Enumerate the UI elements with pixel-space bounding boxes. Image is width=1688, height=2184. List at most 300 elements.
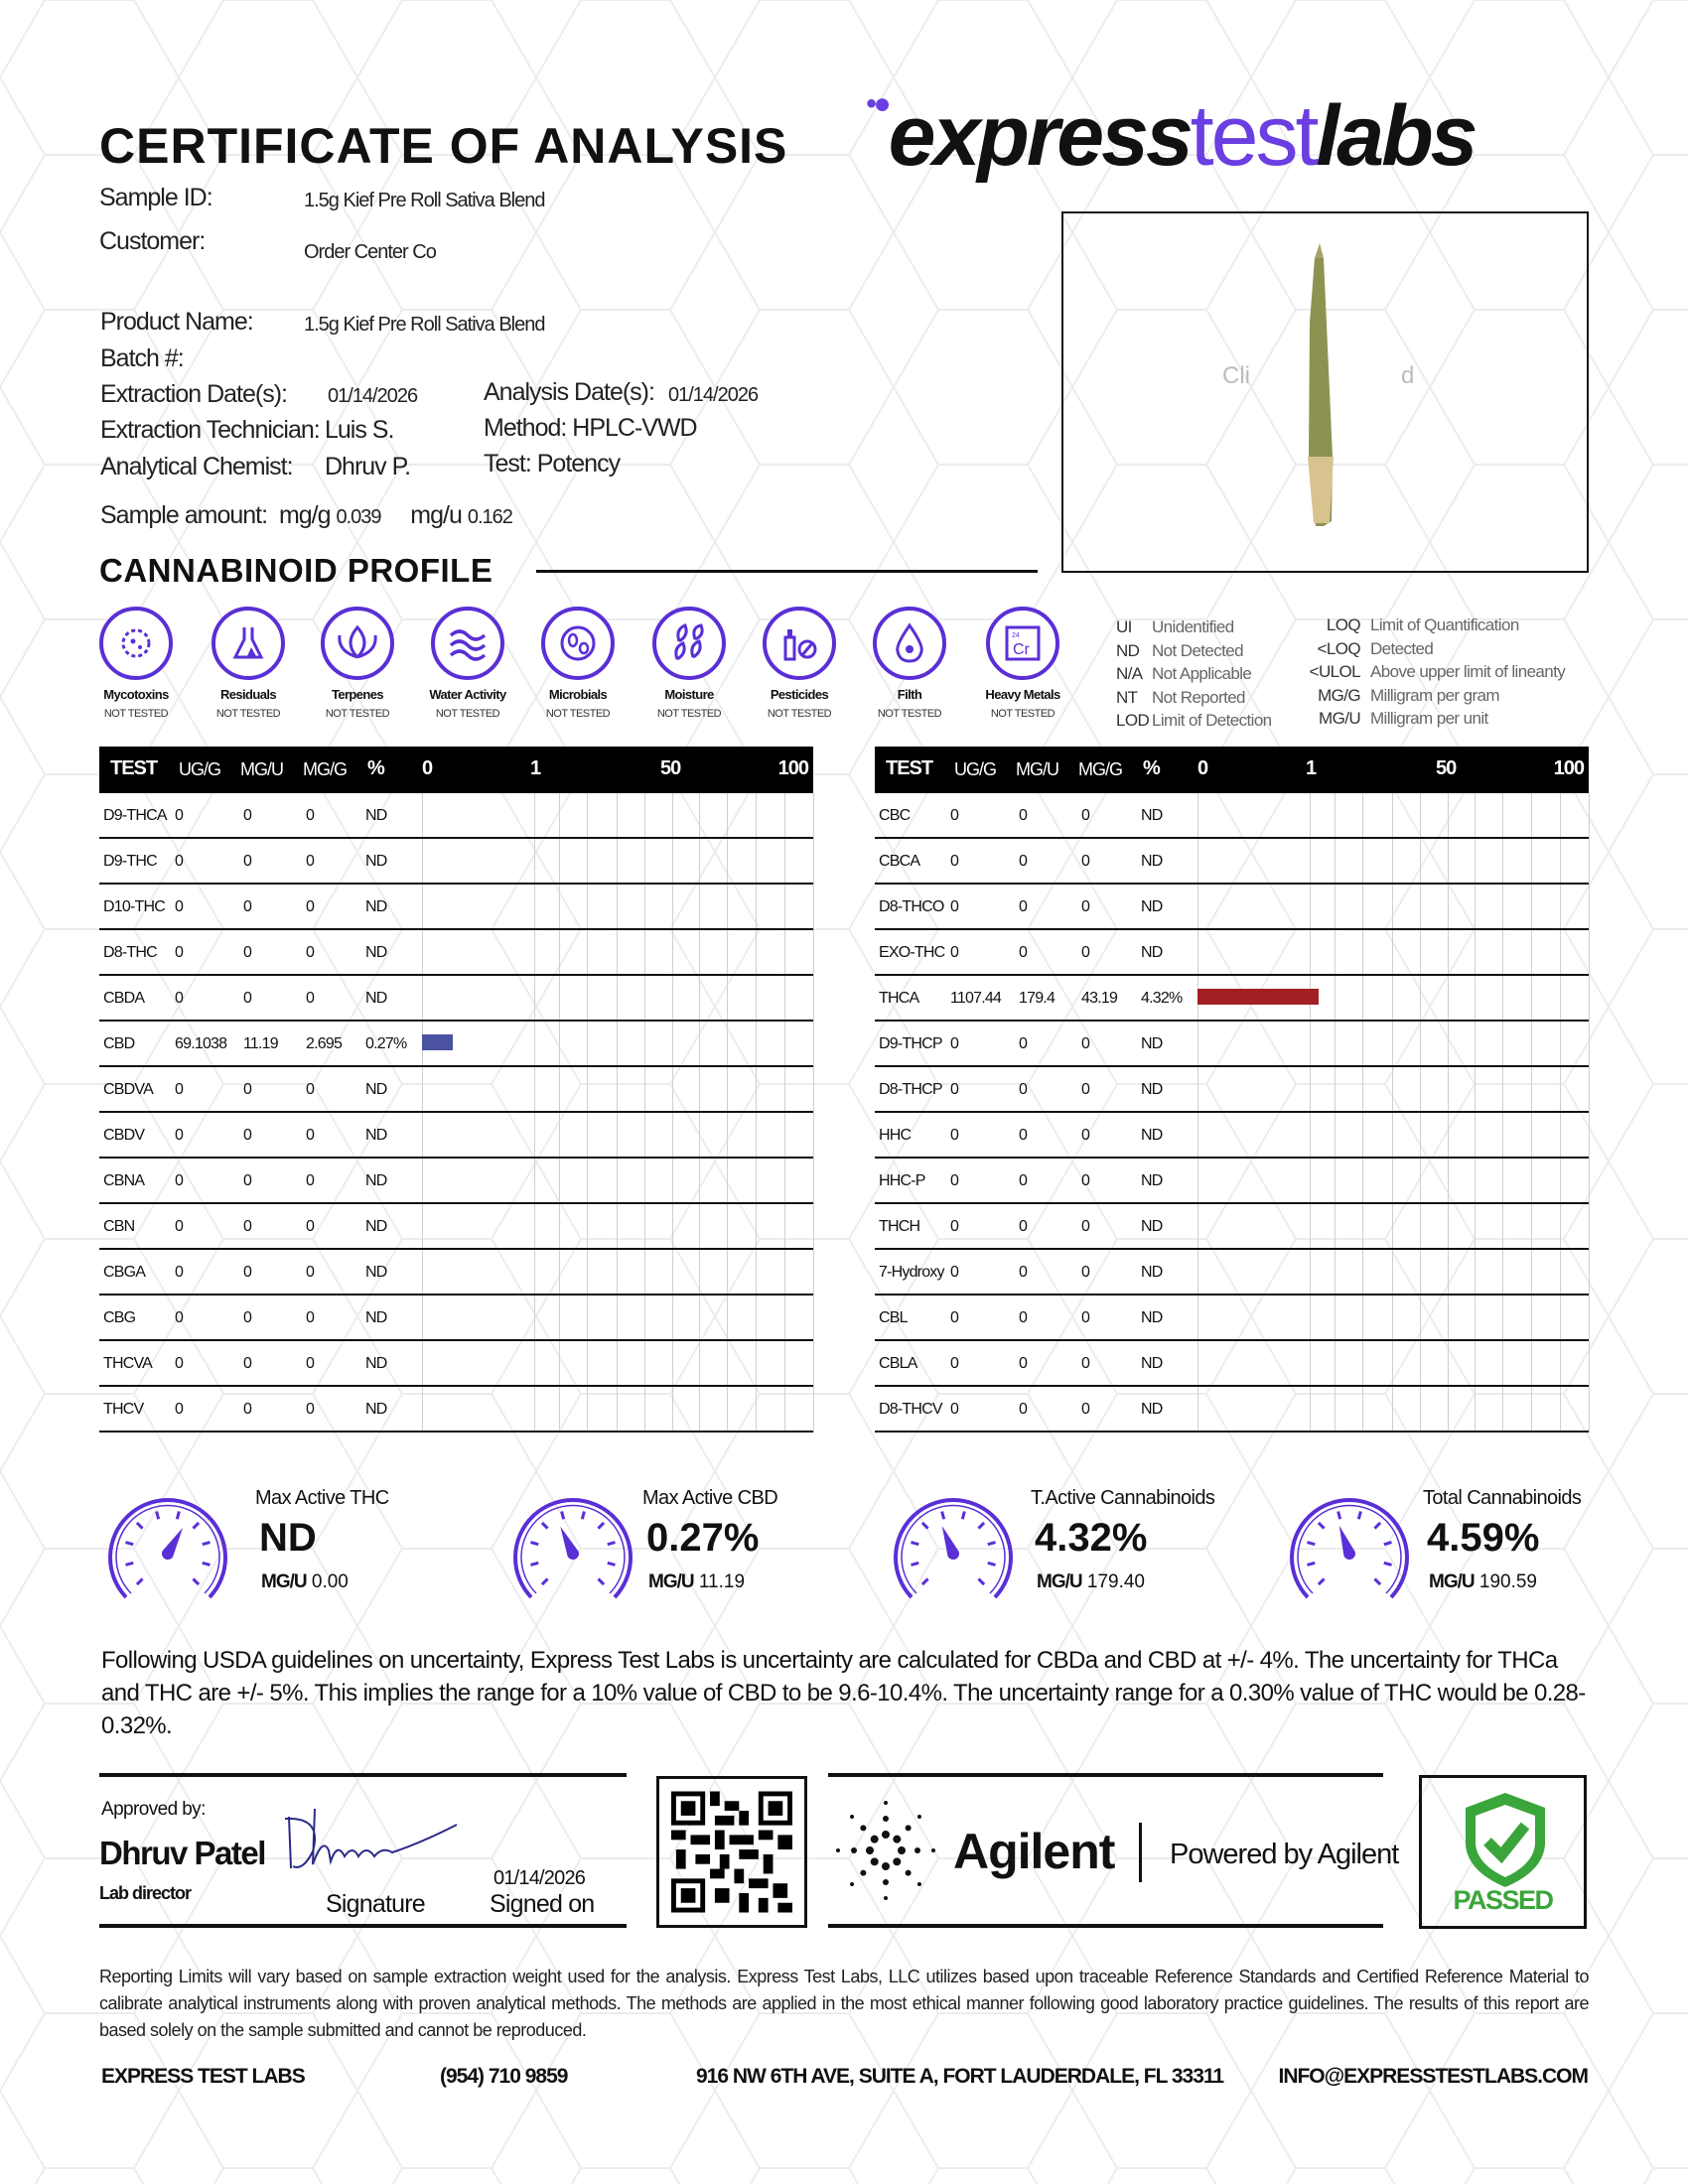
table-row: [875, 1387, 1589, 1433]
agilent-logo: Agilent: [953, 1824, 1115, 1879]
cell-mgg: 0: [1081, 1355, 1090, 1372]
summary-mgu: MG/U 190.59: [1429, 1571, 1538, 1592]
signature-label: Signature: [326, 1890, 425, 1918]
uncertainty-note: Following USDA guidelines on uncertainty, Express Test Labs is uncertainty are calculated for CBDa and CBD at +/- 4%. The uncertainty for THCa and THC are +/- 5%. This implies the range for a 10% value of CBD to be 9.6-10.4%. The uncertainty range for a 0.30% value of THC would be 0.28-0.32%.: [101, 1647, 1586, 1739]
cell-ugg: 0: [950, 1127, 959, 1144]
cell-mgg: 0: [306, 1264, 315, 1281]
svg-text:24: 24: [1012, 632, 1020, 639]
cell-mgu: 0: [243, 1309, 252, 1326]
divider: [1139, 1823, 1142, 1882]
cell-ugg: 0: [175, 1127, 184, 1144]
cell-mgg: 0: [306, 1172, 315, 1189]
test-name: Residuals: [219, 687, 276, 702]
cell-mgu: 0: [243, 944, 252, 961]
cell-pct: ND: [1141, 1264, 1163, 1281]
legend-item: ND Not Detected: [1116, 640, 1244, 660]
legend-item: LOQ Limit of Quantification: [1326, 615, 1519, 634]
spray-bottle-icon: [760, 604, 839, 683]
table-header: [99, 747, 813, 793]
test-value: Test: Potency: [484, 450, 621, 478]
table-row: [99, 885, 813, 930]
test-status: NOT TESTED: [545, 708, 611, 720]
section-title: CANNABINOID PROFILE: [99, 552, 493, 589]
cell-mgg: 0: [306, 1309, 315, 1326]
cell-mgu: 0: [1019, 1172, 1028, 1189]
cell-ugg: 0: [950, 1081, 959, 1098]
cell-mgu: 0: [243, 1127, 252, 1144]
product-image-frame: [1061, 211, 1589, 573]
table-row: [99, 930, 813, 976]
svg-text:Cr: Cr: [1013, 641, 1030, 658]
cell-test: THCA: [879, 990, 919, 1007]
cell-ugg: 69.1038: [175, 1035, 227, 1052]
cell-mgg: 0: [306, 1401, 315, 1418]
table-row: [875, 793, 1589, 839]
footer-company: EXPRESS TEST LABS: [101, 2065, 305, 2088]
cell-pct: ND: [365, 944, 387, 961]
cell-ugg: 0: [950, 944, 959, 961]
cell-test: CBGA: [103, 1264, 146, 1281]
cell-ugg: 1107.44: [950, 990, 1002, 1007]
legend-item: MG/G Milligram per gram: [1318, 685, 1499, 705]
cell-ugg: 0: [175, 807, 184, 824]
summary-label: T.Active Cannabinoids: [1031, 1487, 1215, 1509]
page-title: CERTIFICATE OF ANALYSIS: [99, 118, 788, 174]
cell-test: CBDVA: [103, 1081, 153, 1098]
cell-mgu: 0: [243, 853, 252, 870]
cell-mgu: 0: [243, 1172, 252, 1189]
cell-test: THCVA: [103, 1355, 153, 1372]
footer-phone[interactable]: (954) 710 9859: [440, 2065, 568, 2088]
cell-mgg: 2.695: [306, 1035, 343, 1052]
cell-mgu: 0: [1019, 1355, 1028, 1372]
cell-ugg: 0: [950, 1218, 959, 1235]
cell-ugg: 0: [175, 1264, 184, 1281]
lotus-icon: [318, 604, 397, 683]
summary-mgu: MG/U 11.19: [648, 1571, 746, 1592]
cell-test: HHC-P: [879, 1172, 925, 1189]
cell-mgg: 0: [1081, 1127, 1090, 1144]
cell-mgg: 0: [306, 853, 315, 870]
cell-ugg: 0: [175, 990, 184, 1007]
customer-label: Customer:: [99, 227, 206, 255]
analysis-date-value: 01/14/2026: [668, 384, 759, 406]
cell-pct: ND: [1141, 1127, 1163, 1144]
signature-image: [283, 1807, 521, 1876]
cell-ugg: 0: [175, 1081, 184, 1098]
cell-ugg: 0: [175, 1401, 184, 1418]
technician-label: Extraction Technician:: [100, 416, 320, 444]
approver-role: Lab director: [99, 1883, 192, 1903]
cell-mgu: 0: [1019, 944, 1028, 961]
summary-value: 4.59%: [1427, 1516, 1540, 1560]
cell-mgg: 0: [306, 898, 315, 915]
cell-ugg: 0: [175, 1218, 184, 1235]
cell-pct: 0.27%: [365, 1035, 407, 1052]
test-status: NOT TESTED: [435, 708, 500, 720]
summary-mgu: MG/U 0.00: [261, 1571, 349, 1592]
cell-test: CBDV: [103, 1127, 145, 1144]
cannabinoid-table-left: [99, 747, 813, 1433]
cell-pct: ND: [1141, 1355, 1163, 1372]
cell-mgu: 0: [243, 1081, 252, 1098]
cell-mgu: 0: [1019, 1218, 1028, 1235]
scale-tick-label: 100: [777, 757, 808, 779]
cell-pct: ND: [365, 1264, 387, 1281]
legend-item: UI Unidentified: [1116, 617, 1234, 636]
cell-pct: ND: [1141, 807, 1163, 824]
grid-line: [813, 793, 814, 1433]
cell-pct: ND: [365, 807, 387, 824]
cell-test: D8-THC: [103, 944, 157, 961]
column-header-pct: %: [367, 757, 384, 779]
cell-ugg: 0: [950, 1264, 959, 1281]
column-header-ugg: UG/G: [954, 759, 997, 779]
legend-item: NT Not Reported: [1116, 687, 1245, 707]
legend-item: LOD Limit of Detection: [1116, 711, 1272, 730]
extraction-date-value: 01/14/2026: [328, 385, 418, 407]
cell-mgu: 0: [243, 898, 252, 915]
sample-amount: Sample amount: mg/g 0.039 mg/u 0.162: [100, 501, 512, 529]
table-row: [875, 839, 1589, 885]
legend-left: [1116, 615, 1272, 733]
footer-address: 916 NW 6TH AVE, SUITE A, FORT LAUDERDALE, FL 33311: [696, 2065, 1224, 2088]
table-row: [99, 1296, 813, 1341]
droplets-icon: [649, 604, 729, 683]
test-status: NOT TESTED: [325, 708, 390, 720]
cell-pct: ND: [365, 1355, 387, 1372]
cell-mgg: 0: [306, 944, 315, 961]
table-row: [99, 1067, 813, 1113]
divider: [99, 1773, 627, 1777]
test-name: Water Activity: [429, 687, 506, 702]
brand-logo: •●expresstestlabs: [866, 87, 1476, 184]
gauge-icon: [1288, 1494, 1411, 1603]
cell-test: D10-THC: [103, 898, 165, 915]
gauge-icon: [106, 1494, 229, 1603]
drop-icon: [870, 604, 949, 683]
method-value: Method: HPLC-VWD: [484, 414, 697, 442]
cell-mgg: 0: [1081, 944, 1090, 961]
legend-item: N/A Not Applicable: [1116, 664, 1252, 683]
test-category-heavy-metals: [953, 604, 1092, 720]
cell-mgg: 0: [1081, 1218, 1090, 1235]
cell-mgu: 0: [1019, 1264, 1028, 1281]
cell-pct: ND: [365, 1401, 387, 1418]
table-row: [99, 1022, 813, 1067]
cell-pct: ND: [1141, 1218, 1163, 1235]
gauge-icon: [511, 1494, 634, 1603]
cell-pct: ND: [365, 1127, 387, 1144]
cell-test: CBCA: [879, 853, 920, 870]
cell-test: D8-THCO: [879, 898, 944, 915]
pre-roll-image: [1063, 213, 1587, 571]
cell-ugg: 0: [950, 1401, 959, 1418]
table-row: [875, 1159, 1589, 1204]
table-row: [875, 1250, 1589, 1296]
cell-mgu: 0: [243, 1401, 252, 1418]
cell-mgu: 11.19: [243, 1035, 278, 1052]
test-status: NOT TESTED: [656, 708, 722, 720]
cell-mgg: 0: [306, 990, 315, 1007]
cell-mgu: 0: [243, 1264, 252, 1281]
signed-on-label: Signed on: [490, 1890, 595, 1918]
cell-mgg: 0: [306, 1127, 315, 1144]
cell-ugg: 0: [950, 807, 959, 824]
cell-pct: ND: [1141, 1172, 1163, 1189]
table-row: [875, 1204, 1589, 1250]
table-row: [875, 976, 1589, 1022]
cell-mgu: 0: [1019, 1035, 1028, 1052]
cell-test: CBC: [879, 807, 911, 824]
cell-test: CBNA: [103, 1172, 145, 1189]
column-header-test: TEST: [886, 757, 933, 779]
test-status: NOT TESTED: [103, 708, 169, 720]
cell-mgg: 0: [306, 1355, 315, 1372]
summary-label: Max Active THC: [255, 1487, 389, 1509]
cell-pct: ND: [1141, 853, 1163, 870]
bar-cbd: [422, 1034, 453, 1050]
table-row: [99, 1341, 813, 1387]
customer-value: Order Center Co: [304, 241, 436, 263]
signed-date: 01/14/2026: [493, 1867, 586, 1889]
table-row: [875, 930, 1589, 976]
column-header-mgu: MG/U: [240, 759, 283, 779]
cell-pct: ND: [1141, 1401, 1163, 1418]
cell-ugg: 0: [950, 898, 959, 915]
batch-label: Batch #:: [100, 344, 184, 372]
cell-ugg: 0: [175, 898, 184, 915]
scale-tick-label: 0: [1197, 757, 1208, 779]
cell-mgg: 0: [1081, 898, 1090, 915]
cell-mgu: 0: [1019, 1401, 1028, 1418]
test-status: NOT TESTED: [215, 708, 281, 720]
table-row: [875, 1022, 1589, 1067]
approver-name: Dhruv Patel: [99, 1835, 265, 1871]
grid-line: [1589, 793, 1590, 1433]
cell-mgg: 0: [306, 807, 315, 824]
table-row: [875, 1341, 1589, 1387]
test-status: NOT TESTED: [877, 708, 942, 720]
cell-pct: ND: [365, 1081, 387, 1098]
bar-thca: [1197, 989, 1319, 1005]
cell-test: 7-Hydroxy: [879, 1264, 944, 1281]
divider: [828, 1773, 1383, 1777]
table-row: [99, 793, 813, 839]
table-row: [99, 1113, 813, 1159]
cell-test: CBLA: [879, 1355, 917, 1372]
shield-check-icon: [1456, 1790, 1555, 1889]
table-row: [99, 1204, 813, 1250]
cannabinoid-table-right: [875, 747, 1589, 1433]
column-header-mgg: MG/G: [1078, 759, 1122, 779]
table-row: [875, 1067, 1589, 1113]
cell-ugg: 0: [175, 1172, 184, 1189]
cell-mgg: 0: [1081, 807, 1090, 824]
chemist-label: Analytical Chemist:: [100, 453, 293, 480]
test-name: Microbials: [548, 687, 608, 702]
cell-ugg: 0: [175, 1355, 184, 1372]
test-name: Mycotoxins: [103, 687, 169, 702]
cell-pct: ND: [365, 1309, 387, 1326]
summary-value: 0.27%: [646, 1516, 760, 1560]
cell-mgu: 0: [1019, 1081, 1028, 1098]
summary-value: ND: [259, 1516, 317, 1560]
summary-mgu: MG/U 179.40: [1037, 1571, 1146, 1592]
qr-code-frame[interactable]: [656, 1776, 807, 1928]
cell-pct: ND: [365, 853, 387, 870]
cell-test: D9-THCA: [103, 807, 167, 824]
chromium-element-icon: [983, 604, 1062, 683]
divider: [99, 1924, 627, 1928]
analysis-date-label: Analysis Date(s):: [484, 378, 654, 406]
cell-mgg: 0: [1081, 1081, 1090, 1098]
cell-mgg: 0: [1081, 1172, 1090, 1189]
cell-pct: ND: [365, 1172, 387, 1189]
column-header-ugg: UG/G: [179, 759, 221, 779]
column-header-test: TEST: [110, 757, 158, 779]
cell-test: HHC: [879, 1127, 912, 1144]
cell-ugg: 0: [950, 853, 959, 870]
cell-mgu: 0: [1019, 853, 1028, 870]
cell-test: THCV: [103, 1401, 144, 1418]
legend-item: MG/U Milligram per unit: [1319, 709, 1488, 728]
cell-ugg: 0: [950, 1172, 959, 1189]
cell-mgg: 0: [1081, 853, 1090, 870]
summary-label: Max Active CBD: [642, 1487, 778, 1509]
scale-tick-label: 1: [530, 757, 541, 779]
cell-mgg: 0: [306, 1081, 315, 1098]
sample-id-label: Sample ID:: [99, 184, 212, 211]
cell-mgu: 0: [243, 1355, 252, 1372]
waves-icon: [428, 604, 507, 683]
image-watermark-left: Cli: [1222, 362, 1250, 389]
table-row: [875, 1296, 1589, 1341]
table-header: [875, 747, 1589, 793]
cell-test: CBDA: [103, 990, 145, 1007]
extraction-date-label: Extraction Date(s):: [100, 380, 288, 408]
cell-mgu: 179.4: [1019, 990, 1055, 1007]
cell-ugg: 0: [175, 944, 184, 961]
gauge-icon: [892, 1494, 1015, 1603]
scale-tick-label: 0: [422, 757, 433, 779]
table-row: [875, 885, 1589, 930]
cell-mgg: 0: [1081, 1309, 1090, 1326]
flask-icon: [209, 604, 288, 683]
cell-mgg: 0: [1081, 1035, 1090, 1052]
cell-test: D9-THC: [103, 853, 157, 870]
agilent-spark-icon: [828, 1793, 947, 1912]
table-row: [99, 1159, 813, 1204]
cell-test: EXO-THC: [879, 944, 945, 961]
legend-right: [1297, 614, 1565, 731]
cell-pct: ND: [365, 898, 387, 915]
cell-test: CBD: [103, 1035, 135, 1052]
product-name-label: Product Name:: [100, 308, 253, 336]
column-header-mgu: MG/U: [1016, 759, 1058, 779]
table-row: [99, 1387, 813, 1433]
column-header-mgg: MG/G: [303, 759, 347, 779]
disclaimer: Reporting Limits will vary based on sample extraction weight used for the analysis. Express Test Labs, LLC utilizes based upon traceable Reference Standards and Certified Reference Material to calibrate analytical instruments along with proven analytical methods. The methods are applied in the most ethical manner following good laboratory practice guidelines. The results of this report are based solely on the sample submitted and cannot be reproduced.: [99, 1967, 1589, 2040]
image-watermark-right: d: [1401, 362, 1415, 389]
test-status: NOT TESTED: [767, 708, 832, 720]
cell-mgu: 0: [243, 807, 252, 824]
passed-label: PASSED: [1453, 1885, 1553, 1915]
cell-test: CBN: [103, 1218, 135, 1235]
cell-ugg: 0: [950, 1035, 959, 1052]
chemist-value: Dhruv P.: [325, 453, 411, 480]
column-header-pct: %: [1143, 757, 1160, 779]
cell-test: D9-THCP: [879, 1035, 942, 1052]
cell-mgu: 0: [243, 990, 252, 1007]
divider: [536, 570, 1038, 573]
cell-pct: ND: [365, 1218, 387, 1235]
scale-tick-label: 50: [660, 757, 681, 779]
test-name: Heavy Metals: [985, 687, 1060, 702]
petri-dish-icon: [538, 604, 618, 683]
summary-value: 4.32%: [1035, 1516, 1148, 1560]
legend-item: <ULOL Above upper limit of lineanty: [1309, 662, 1566, 681]
table-row: [875, 1113, 1589, 1159]
cell-mgu: 0: [1019, 1309, 1028, 1326]
table-row: [99, 1250, 813, 1296]
scale-tick-label: 1: [1306, 757, 1317, 779]
table-row: [99, 839, 813, 885]
test-name: Pesticides: [770, 687, 829, 702]
status-badge: [1419, 1775, 1587, 1929]
test-name: Moisture: [664, 687, 714, 702]
cell-mgu: 0: [243, 1218, 252, 1235]
cell-ugg: 0: [175, 853, 184, 870]
cell-mgu: 0: [1019, 1127, 1028, 1144]
cell-ugg: 0: [950, 1309, 959, 1326]
cell-mgg: 0: [1081, 1401, 1090, 1418]
test-name: Terpenes: [331, 687, 384, 702]
cell-pct: ND: [1141, 1081, 1163, 1098]
cell-test: D8-THCV: [879, 1401, 942, 1418]
cell-ugg: 0: [175, 1309, 184, 1326]
cell-pct: ND: [1141, 1309, 1163, 1326]
cell-test: CBG: [103, 1309, 136, 1326]
technician-value: Luis S.: [325, 416, 394, 444]
cell-mgu: 0: [1019, 807, 1028, 824]
powered-by-agilent: Powered by Agilent: [1170, 1839, 1399, 1870]
cell-test: THCH: [879, 1218, 920, 1235]
scale-tick-label: 50: [1436, 757, 1457, 779]
cell-mgu: 0: [1019, 898, 1028, 915]
divider: [828, 1924, 1383, 1928]
mycotoxin-icon: [96, 604, 176, 683]
cell-pct: ND: [1141, 944, 1163, 961]
cell-pct: 4.32%: [1141, 990, 1183, 1007]
cell-pct: ND: [365, 990, 387, 1007]
test-status: NOT TESTED: [990, 708, 1055, 720]
cell-pct: ND: [1141, 898, 1163, 915]
cell-test: D8-THCP: [879, 1081, 942, 1098]
test-name: Filth: [897, 687, 922, 702]
qr-code[interactable]: [659, 1779, 804, 1925]
cell-test: CBL: [879, 1309, 908, 1326]
summary-label: Total Cannabinoids: [1423, 1487, 1582, 1509]
product-name-value: 1.5g Kief Pre Roll Sativa Blend: [304, 314, 545, 336]
footer-email[interactable]: INFO@EXPRESSTESTLABS.COM: [1278, 2065, 1588, 2088]
cell-pct: ND: [1141, 1035, 1163, 1052]
approved-by-label: Approved by:: [101, 1799, 206, 1820]
legend-item: <LOQ Detected: [1317, 638, 1434, 658]
scale-tick-label: 100: [1553, 757, 1584, 779]
cell-mgg: 43.19: [1081, 990, 1118, 1007]
sample-id-value: 1.5g Kief Pre Roll Sativa Blend: [304, 190, 545, 211]
